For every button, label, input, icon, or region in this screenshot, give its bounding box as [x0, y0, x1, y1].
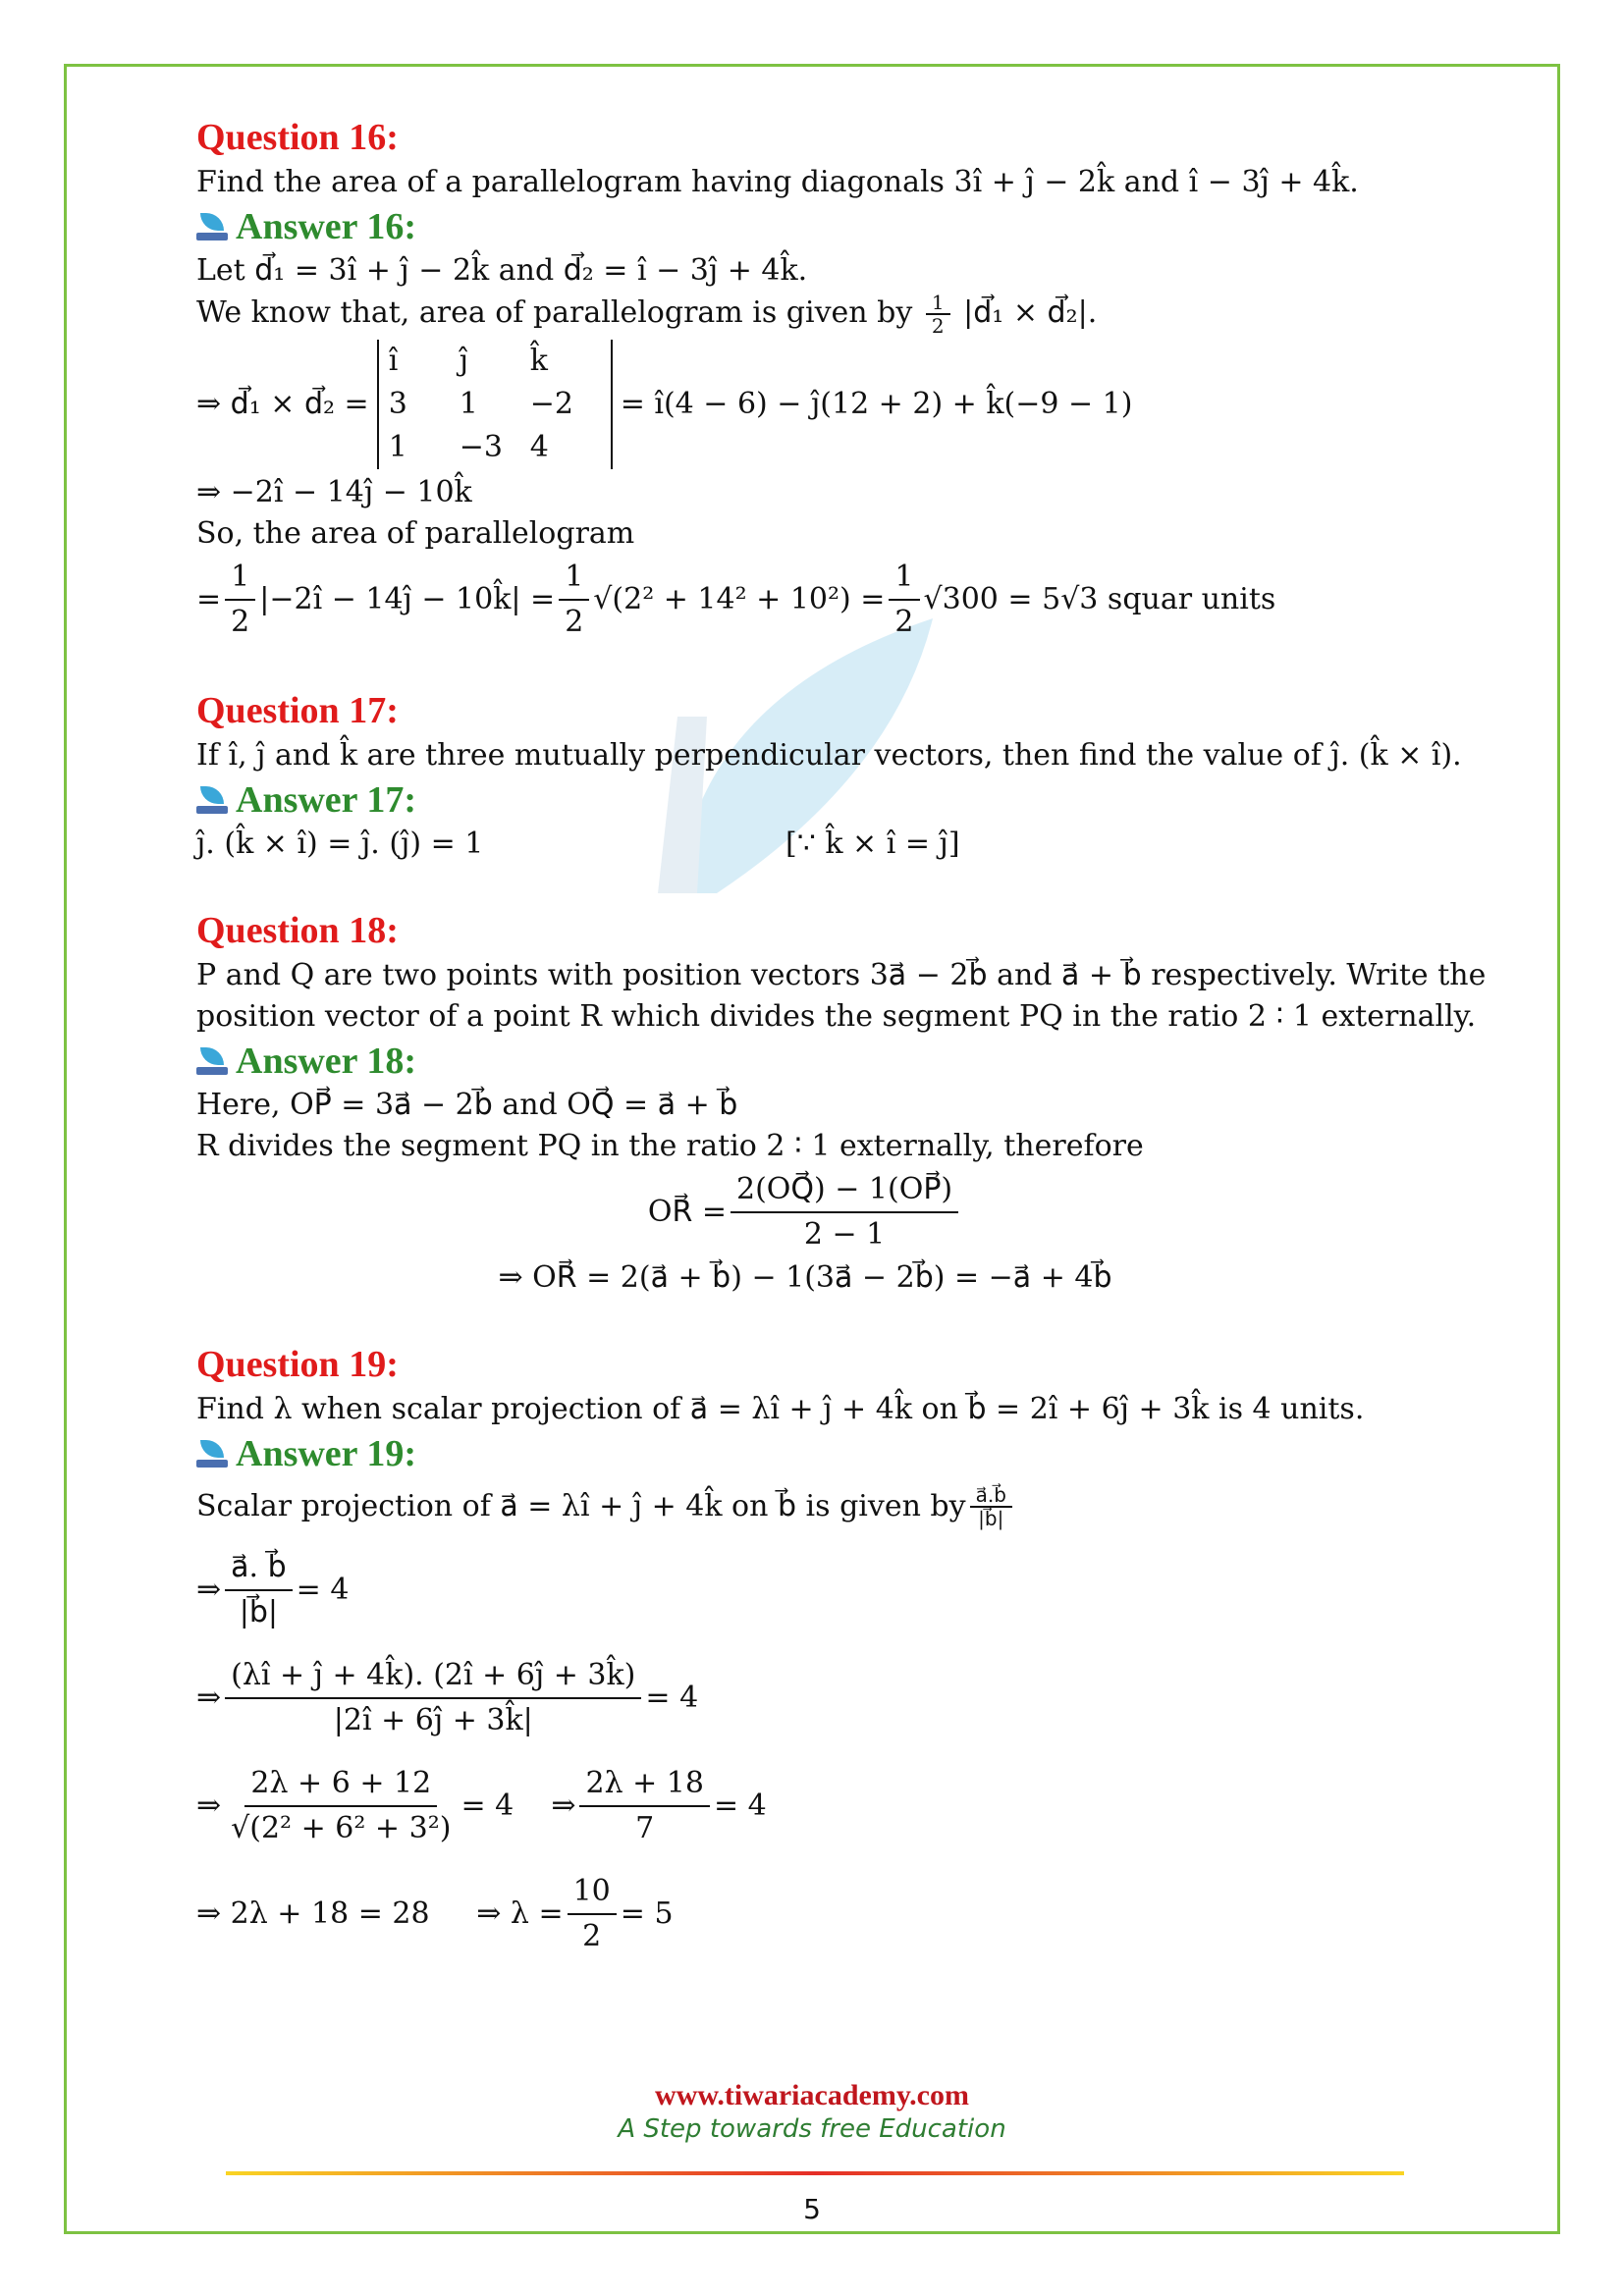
projection-fraction [225, 1546, 293, 1634]
projection-fraction [970, 1484, 1012, 1529]
fraction-denominator: 2 [894, 605, 914, 639]
area-norm: |−2î − 14ĵ − 10k̂| = [259, 582, 556, 616]
expanded-fraction [225, 1762, 457, 1850]
answer-19-line-5 [196, 1860, 1414, 1968]
answer-18-result: ⇒ OR⃗ = 2(a⃗ + b⃗) − 1(3a⃗ − 2b⃗) = −a⃗ + 4b⃗ [498, 1260, 1112, 1295]
determinant-matrix [377, 340, 613, 469]
half-fraction [926, 292, 950, 337]
document-body [196, 113, 1487, 1968]
answer-16-line-2 [196, 292, 1414, 337]
footer-divider [226, 2171, 1404, 2175]
answer-17-equation: ĵ. (k̂ × î) = ĵ. (ĵ) = 1 [196, 827, 484, 861]
answer-19-line-4 [196, 1752, 1414, 1860]
answer-18-formula [196, 1167, 1414, 1257]
question-19-title: Question 19: [196, 1344, 399, 1385]
answer-17-reason: [∵ k̂ × î = ĵ] [785, 827, 960, 861]
answer-logo-icon [196, 213, 228, 240]
fraction-denominator: |2î + 6ĵ + 3k̂| [333, 1703, 533, 1737]
question-17-title: Question 17: [196, 690, 399, 731]
det-cell: ĵ [459, 344, 469, 378]
det-rhs: = î(4 − 6) − ĵ(12 + 2) + k̂(−9 − 1) [620, 387, 1133, 421]
half-fraction [225, 556, 255, 644]
fraction-denominator: 2 [582, 1919, 602, 1953]
answer-16-line-2-norm: |d⃗₁ × d⃗₂|. [963, 295, 1098, 330]
equals-four: = 4 [645, 1681, 699, 1715]
formula-lhs: OR⃗ = [647, 1195, 728, 1229]
lambda-fraction [568, 1870, 617, 1958]
det-row [389, 383, 601, 426]
fraction-numerator: (λî + ĵ + 4k̂). (2î + 6ĵ + 3k̂) [225, 1654, 641, 1699]
answer-16-line-5: So, the area of parallelogram [196, 516, 635, 551]
answer-19-line-2 [196, 1536, 1414, 1644]
det-cell: 1 [459, 387, 478, 421]
det-cell: 1 [388, 430, 407, 464]
answer-16-area-equation [196, 555, 1414, 645]
fraction-denominator: |b⃗| [978, 1507, 1004, 1530]
implies-sign: ⇒ [196, 1573, 222, 1607]
lambda-equation: ⇒ 2λ + 18 = 28 ⇒ λ = [196, 1896, 564, 1931]
question-18-text-1: P and Q are two points with position vectors 3a⃗ − 2b⃗ and a⃗ + b⃗ respectively. Write the [196, 958, 1487, 992]
half-fraction [559, 556, 589, 644]
fraction-numerator: 1 [889, 556, 919, 601]
question-17-text: If î, ĵ and k̂ are three mutually perpendicular vectors, then find the value of ĵ. (k̂ × î). [196, 738, 1462, 773]
answer-19-projection-text: Scalar projection of a⃗ = λî + ĵ + 4k̂ on b⃗ is given by [196, 1489, 966, 1523]
answer-19-line-3 [196, 1644, 1414, 1752]
answer-logo-icon [196, 1440, 228, 1468]
answer-19-label: Answer 19: [236, 1433, 417, 1474]
fraction-numerator: a⃗.b⃗ [970, 1484, 1012, 1508]
equals-four: = 4 [296, 1573, 350, 1607]
equals-sign: = [196, 582, 222, 616]
fraction-denominator: 2 [565, 605, 584, 639]
area-sqrt: √(2² + 14² + 10²) = [593, 582, 886, 616]
fraction-numerator: 10 [568, 1870, 617, 1915]
det-cell: −3 [459, 430, 503, 464]
determinant-equation [196, 337, 1414, 472]
det-row [389, 340, 601, 383]
det-cell: 4 [529, 430, 549, 464]
det-cell: 3 [388, 387, 407, 421]
det-cell: î [388, 344, 399, 378]
det-cell: −2 [529, 387, 573, 421]
fraction-numerator: 1 [225, 556, 255, 601]
answer-17-label: Answer 17: [236, 779, 417, 821]
answer-18-line-1: Here, OP⃗ = 3a⃗ − 2b⃗ and OQ⃗ = a⃗ + b⃗ [196, 1088, 738, 1122]
answer-16-label: Answer 16: [236, 206, 417, 247]
fraction-numerator: 2λ + 18 [579, 1762, 709, 1807]
question-16-title: Question 16: [196, 117, 399, 158]
det-row [389, 426, 601, 469]
question-19-text: Find λ when scalar projection of a⃗ = λî + ĵ + 4k̂ on b⃗ = 2î + 6ĵ + 3k̂ is 4 units. [196, 1392, 1365, 1426]
dot-product-fraction [225, 1654, 641, 1742]
footer-tagline: A Step towards free Education [618, 2114, 1006, 2144]
fraction-numerator: 1 [559, 556, 589, 601]
answer-logo-icon [196, 786, 228, 814]
answer-logo-icon [196, 1047, 228, 1075]
fraction-denominator: 2 [231, 605, 250, 639]
fraction-denominator: √(2² + 6² + 3²) [231, 1811, 452, 1845]
question-18-title: Question 18: [196, 910, 399, 951]
fraction-numerator: 1 [926, 292, 950, 315]
det-cell: k̂ [529, 344, 548, 378]
area-result: √300 = 5√3 squar units [923, 582, 1276, 616]
answer-16-line-2-text: We know that, area of parallelogram is given by [196, 295, 913, 330]
page-number: 5 [803, 2193, 821, 2225]
answer-17-line-1 [196, 824, 1414, 865]
equals-four: = 4 [713, 1789, 767, 1823]
answer-16-title [196, 203, 1414, 250]
question-18-text-2: position vector of a point R which divides the segment PQ in the ratio 2 ∶ 1 externally. [196, 999, 1477, 1034]
simplified-fraction [579, 1762, 709, 1850]
fraction-denominator: 7 [635, 1811, 655, 1845]
lambda-result: = 5 [620, 1896, 674, 1931]
answer-19-title [196, 1430, 1414, 1477]
implies-sign: ⇒ [196, 1681, 222, 1715]
section-formula-fraction [731, 1168, 958, 1256]
footer-website-link[interactable]: www.tiwariacademy.com [655, 2079, 969, 2111]
answer-18-label: Answer 18: [236, 1041, 417, 1082]
answer-17-title [196, 776, 1414, 824]
question-16-text: Find the area of a parallelogram having diagonals 3î + ĵ − 2k̂ and î − 3ĵ + 4k̂. [196, 165, 1359, 199]
answer-18-title [196, 1038, 1414, 1085]
implies-sign: ⇒ [196, 1789, 222, 1823]
answer-18-line-2: R divides the segment PQ in the ratio 2 ∶ 1 externally, therefore [196, 1129, 1144, 1163]
fraction-numerator: 2(OQ⃗) − 1(OP⃗) [731, 1168, 958, 1213]
fraction-denominator: 2 − 1 [803, 1217, 886, 1252]
fraction-numerator: a⃗. b⃗ [225, 1546, 293, 1591]
fraction-numerator: 2λ + 6 + 12 [244, 1762, 437, 1807]
answer-16-line-4: ⇒ −2î − 14ĵ − 10k̂ [196, 475, 472, 509]
half-fraction [889, 556, 919, 644]
equals-four-implies: = 4 ⇒ [460, 1789, 576, 1823]
answer-19-line-1 [196, 1477, 1414, 1536]
det-lhs: ⇒ d⃗₁ × d⃗₂ = [196, 387, 369, 421]
fraction-denominator: |b⃗| [239, 1595, 279, 1629]
answer-16-line-1: Let d⃗₁ = 3î + ĵ − 2k̂ and d⃗₂ = î − 3ĵ + 4k̂. [196, 253, 808, 288]
fraction-denominator: 2 [931, 314, 945, 338]
